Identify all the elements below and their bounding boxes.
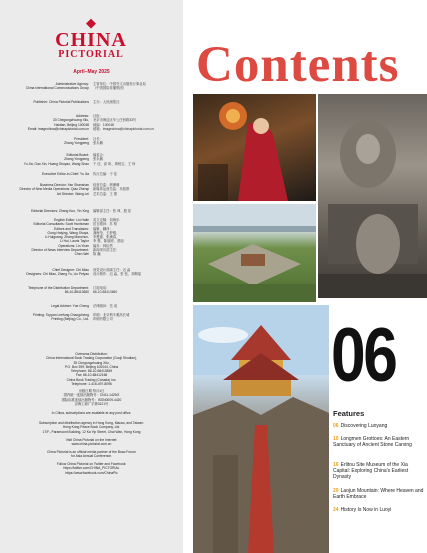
feature-item[interactable] [333,436,425,448]
credit-value: 社址： 北京市海淀区车公庄西路33号 邮编：100048 邮箱：imagechina@chinapictorial.com.cn [93,114,154,131]
credit-label: Printing: Toppan Leefung Changcheng Printing (Beijing) Co., Ltd. [32,313,89,322]
credit-label: Business Director: Yan Shanshan Director of New Media Operations: Qiao Zhenqi Art Director: Wang Lei [19,183,89,196]
china-subscription-note: In China, subscriptions are available at any post office. [51,411,132,415]
photo-erlitou-site [193,204,316,302]
logo-glyph-icon: ◆ [86,16,96,31]
feature-item[interactable] [333,423,425,429]
credit-label: President: Zhang Yongpeng [64,137,89,146]
feature-item[interactable] [333,488,425,500]
website-note: Visit China Pictorial on the Internet: www.china-pictorial.com.cn [65,438,118,447]
credit-label: Chief Designer: Chi Miao Designers: Chi Miao, Zhang Yu, Liu Peiyao [26,268,89,277]
credit-value: 编辑部主任：张 坤、殷 星 [93,209,132,213]
page-title: Contents [196,37,400,93]
photo-longmen-grottoes [318,94,427,298]
feature-page: 10 [333,436,339,442]
credit-value: 执行总编：于 佳 [93,172,117,176]
credit-label: Executive Editor-in-Chief: Yu Jia [41,172,89,176]
features-heading: Features [333,409,365,418]
credit-value: 视觉设计部副主任：迟 淼 设计制作：迟 淼、张 钰、刘佩瑶 [93,268,141,277]
credit-value [93,100,179,104]
credit-value: 主管单位：中国外文出版发行事业局 （中国国际传播集团） [93,82,146,91]
credit-label: Publisher: China Pictorial Publications [33,100,89,104]
photo-lantern-woman-art [193,94,316,201]
masthead-column [0,0,183,553]
credit-value: 法律顾问：岳 成 [93,304,117,308]
credit-value: 印刷：北京利丰雅高长城 印刷有限公司 [93,313,130,322]
feature-page: 20 [333,488,339,494]
credit-label: Telephone of the Distribution Department: 86-10-88413660 [28,286,89,295]
feature-title: Discovering Luoyang [340,423,388,429]
photo-lantern-woman [193,94,316,201]
credit-value: 订阅电话： 86-10-88413660 [93,286,118,295]
feature-title: Laojun Mountain: Where Heaven and Earth Embrace [333,488,424,501]
feature-title: Erlitou Site Museum of the Xia Capital: Exploring China's Earliest Dynasty [333,462,409,481]
photo-erlitou-art [193,204,316,302]
credit-label: Editorial Board: Zhang Yongpeng Yu Jia, Gao Xin, Huang Shuyao, Wang Shao [23,153,89,166]
social-media-note: Follow China Pictorial on Twitter and Facebook: https://twitter.com/CHINA_PICTORIAL https://www.facebook.com/ChinaPic [56,462,127,475]
logo-name-line2: PICTORIAL [58,49,124,60]
media-partner-note: China Pictorial is an official media partner of the Boao Forum for Asia Annual Conference. [47,450,136,459]
feature-title: Longmen Grottoes: An Eastern Sanctuary of Ancient Stone Carving [333,436,412,449]
credit-value: 英文定稿：刘海乐 语言顾问：苏 格 编辑、翻译： 龚海莹、王舒雅、 李慧惠、张满春、 李 慧、陈丽婷、蔡丽 编务：林怡然 新闻采访部主任： 陈 巍 [93,218,124,257]
photo-grottoes-art [318,94,427,298]
credit-value: 社长： 张永鹏 [93,137,103,146]
issue-date: April–May 2025 [73,69,110,75]
logo-name-line1: CHINA [55,29,127,51]
photo-laojun-mountain [193,305,329,553]
feature-page-number: 06 [331,313,396,398]
credit-value: 编委会： 张永鹏 于 佳、高 昕、黄秋宝、王 炜 [93,153,136,166]
credit-label: English Editor: Liu Haile Editorial Consultants: Scott Huntsman Editors and Translators: Gong Haiying, Wang Shuya, Li Huiguang, Zhang Manchun, Li Hui, Lauris Taylor Operations: Lin Yiran Director of News Interview Department: Chen Wei [31,218,89,257]
feature-page: 06 [333,423,339,429]
feature-title: History Is Now in Luoyi [340,507,392,513]
publication-numbers: 出版日期 每月1日 国内统一连续出版物号：CN11-1429/Z 国际标准连续出版物号：ISSN0009-4420 京海工商广字第0121号 [61,389,122,406]
hk-distribution: Subscription and distribution agency in Hong Kong, Macao, and Taiwan: Hong Kong Peace Book Company, Ltd. 17/F., Paramount Building, 12 Ka Yip Street, Chai Wan, Hong Kong [39,421,144,434]
overseas-distribution: Overseas Distribution: China International Book Trading Corporation (Guoji Shudian), 35 Chegongzhuang Xilu, P.O. Box 399, Beijing 100044, China Telephone: 86-10-68413849 Fax: 86-10-68412166 China Book Trading (Canada) Inc. Telephone: 1-416-497-8096 [46,352,137,387]
feature-page: 16 [333,462,339,468]
credit-label: Legal Adviser: Yue Cheng [51,304,89,308]
photo-laojun-art [193,305,329,553]
credit-label: Address: 33 Chegongzhuang Xilu, Haidian, Beijing 100048 Email: imagechina@chinapictorial.com.cn [27,114,89,131]
credit-label: Administrative Agency: China International Communications Group [25,82,89,91]
credit-value: 经营总监：颜珊珊 新媒体运营总监：乔振祺 艺术总监：王 蕾 [93,183,130,196]
publisher-seal: 主办：人民画报社 [93,100,120,104]
feature-item[interactable] [333,462,425,481]
credit-label: Editorial Directors: Zhang Kun, Yin Xing [31,209,89,213]
feature-item[interactable] [333,507,425,513]
china-pictorial-logo [38,18,144,60]
feature-page: 24 [333,507,339,513]
